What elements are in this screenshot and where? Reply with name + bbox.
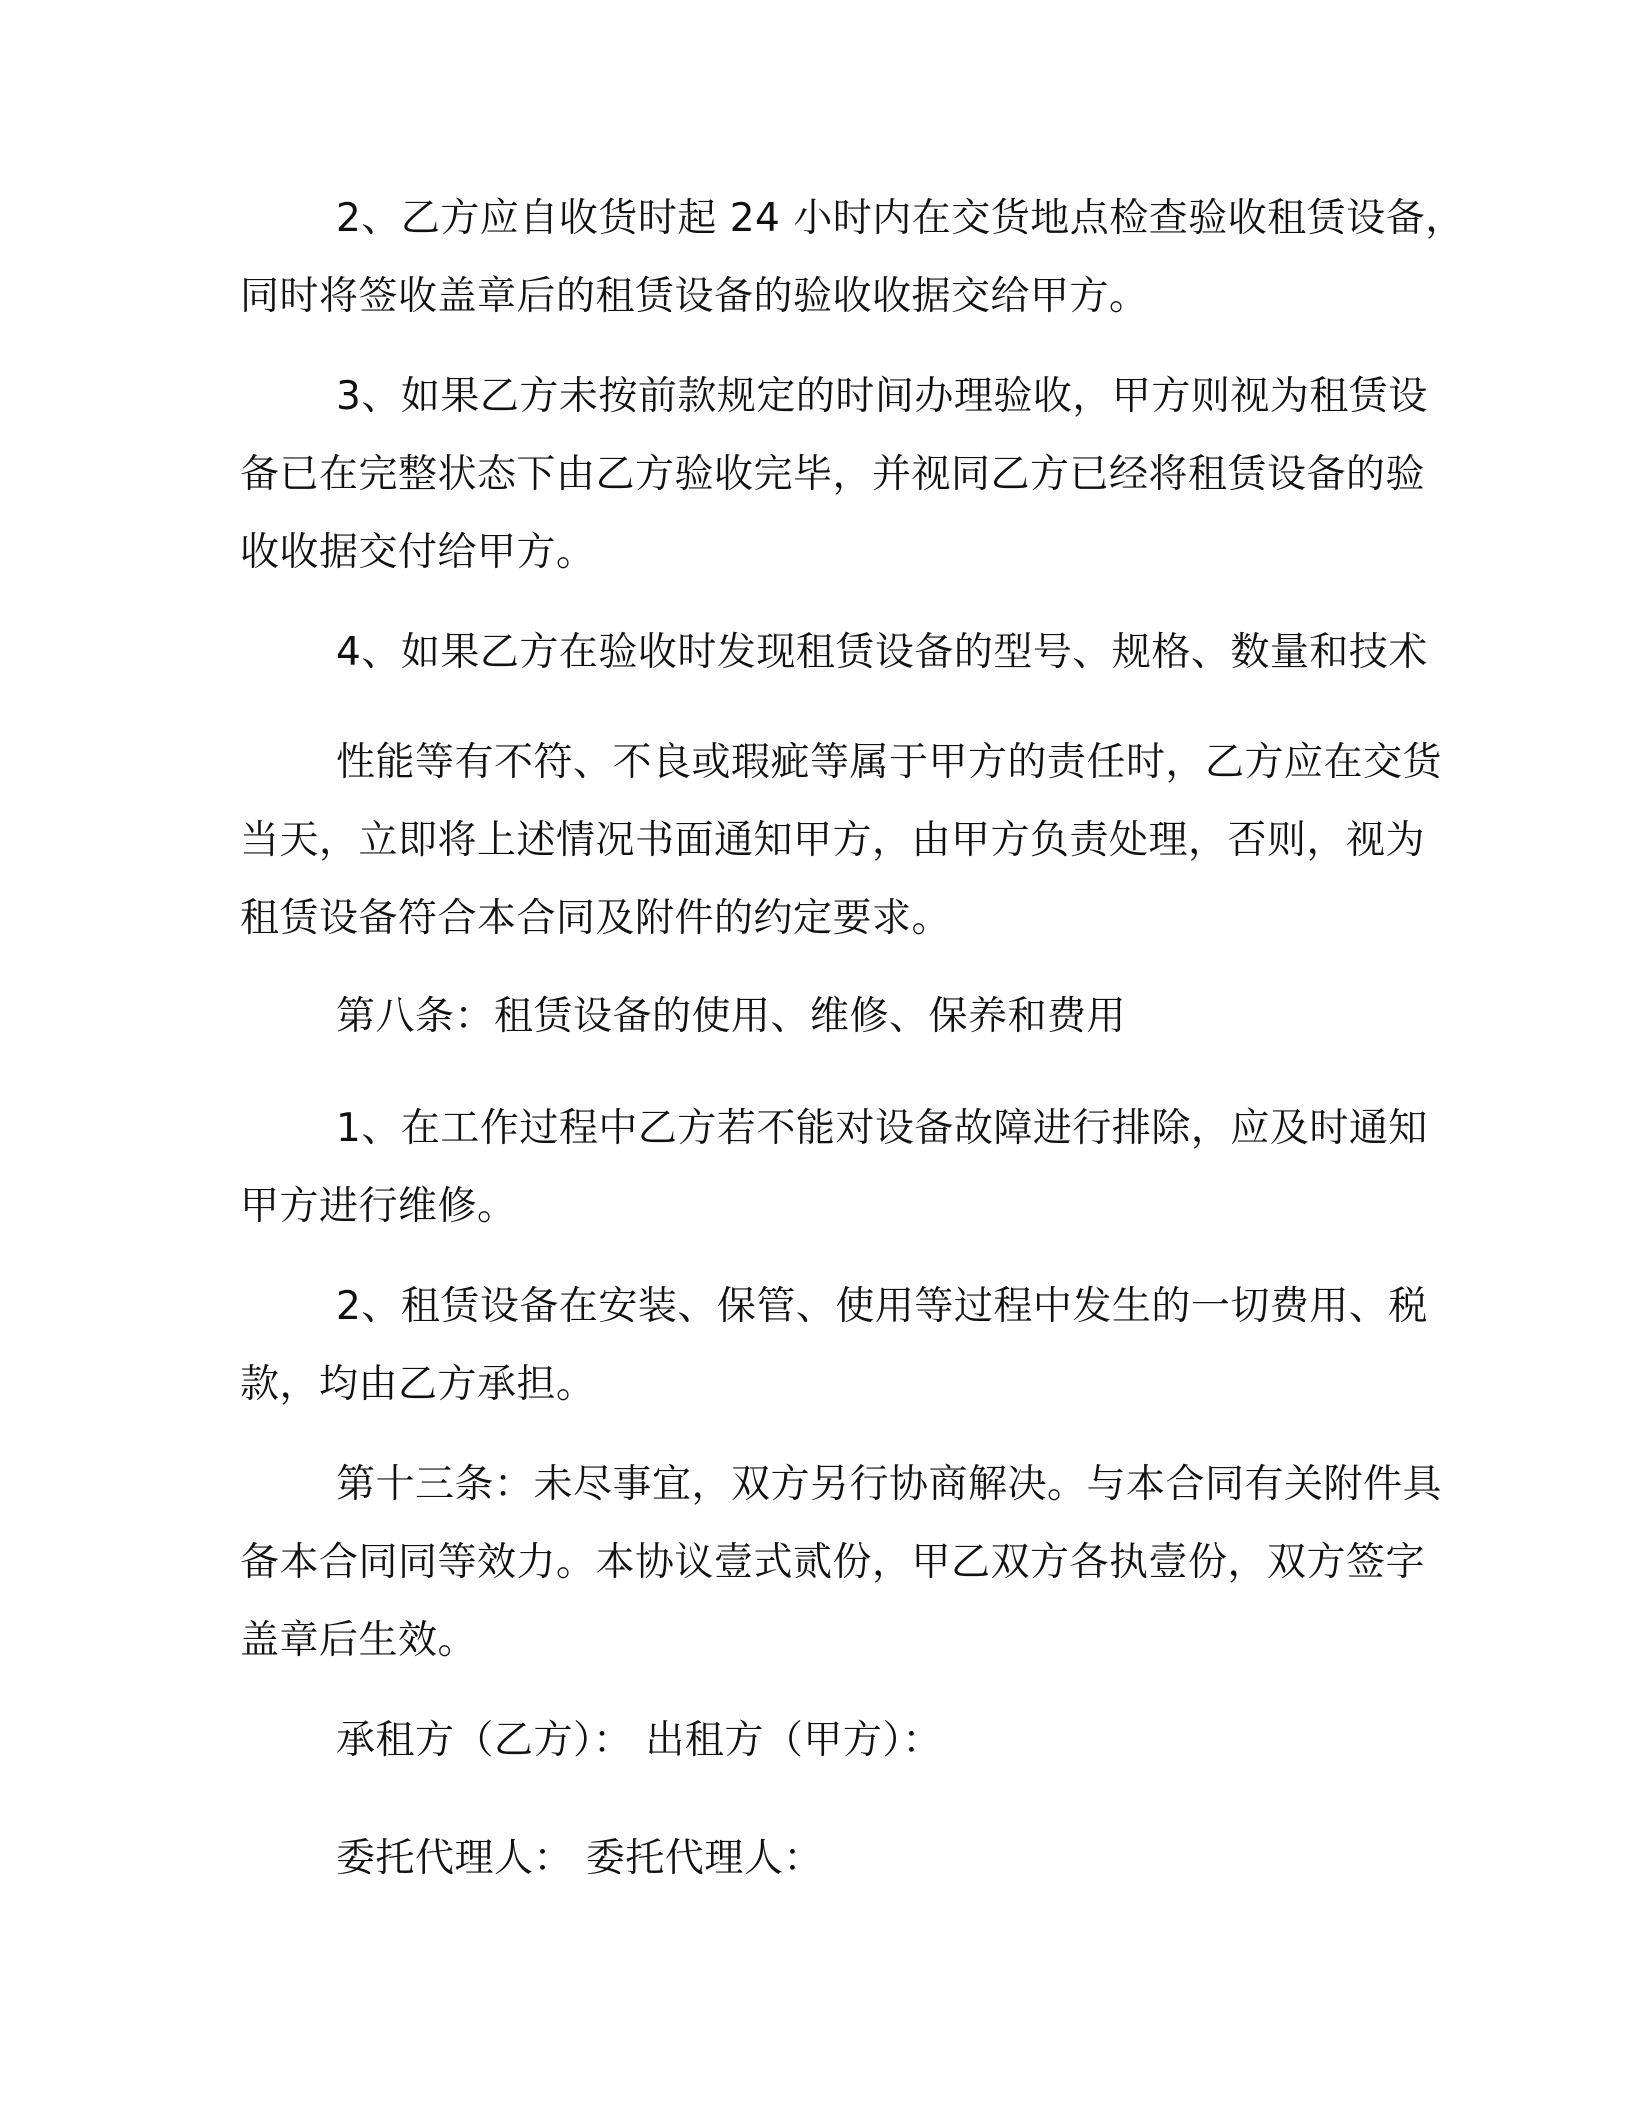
article-8-title	[240, 978, 1390, 1056]
paragraph-line: 租赁设备符合本合同及附件的约定要求。	[240, 896, 952, 941]
paragraph-acceptance-4-body	[240, 724, 1443, 958]
paragraph-line: 同时将签收盖章后的租赁设备的验收收据交给甲方。	[240, 274, 1149, 319]
paragraph-line: 甲方进行维修。	[240, 1184, 517, 1229]
paragraph-acceptance-4-head	[240, 614, 1428, 692]
paragraph-acceptance-2	[240, 180, 1465, 336]
paragraph-line: 3、如果乙方未按前款规定的时间办理验收，甲方则视为租赁设	[336, 374, 1428, 419]
paragraph-line: 第十三条：未尽事宜，双方另行协商解决。与本合同有关附件具	[336, 1462, 1443, 1507]
paragraph-line: 委托代理人： 委托代理人：	[336, 1836, 823, 1881]
paragraph-line: 备本合同同等效力。本协议壹式贰份，甲乙双方各执壹份，双方签字	[240, 1540, 1426, 1585]
paragraph-line: 备已在完整状态下由乙方验收完毕，并视同乙方已经将租赁设备的验	[240, 452, 1426, 497]
paragraph-line: 性能等有不符、不良或瑕疵等属于甲方的责任时，乙方应在交货	[336, 740, 1443, 785]
paragraph-article-8-1	[240, 1090, 1428, 1246]
paragraph-line: 款，均由乙方承担。	[240, 1362, 596, 1407]
paragraph-line: 第八条：租赁设备的使用、维修、保养和费用	[336, 994, 1127, 1039]
signature-parties	[240, 1702, 1390, 1780]
paragraph-line: 收收据交付给甲方。	[240, 530, 596, 575]
paragraph-acceptance-3	[240, 358, 1428, 592]
paragraph-line: 当天，立即将上述情况书面通知甲方，由甲方负责处理，否则，视为	[240, 818, 1426, 863]
paragraph-line: 承租方（乙方）： 出租方（甲方）：	[336, 1718, 942, 1763]
signature-agents	[240, 1820, 1390, 1898]
paragraph-line: 2、租赁设备在安装、保管、使用等过程中发生的一切费用、税	[336, 1284, 1428, 1329]
paragraph-article-8-2	[240, 1268, 1428, 1424]
paragraph-line: 1、在工作过程中乙方若不能对设备故障进行排除，应及时通知	[336, 1106, 1428, 1151]
paragraph-line: 4、如果乙方在验收时发现租赁设备的型号、规格、数量和技术	[336, 630, 1428, 675]
paragraph-line: 盖章后生效。	[240, 1618, 478, 1663]
paragraph-line: 2、乙方应自收货时起 24 小时内在交货地点检查验收租赁设备，	[336, 196, 1465, 241]
paragraph-article-13	[240, 1446, 1443, 1680]
